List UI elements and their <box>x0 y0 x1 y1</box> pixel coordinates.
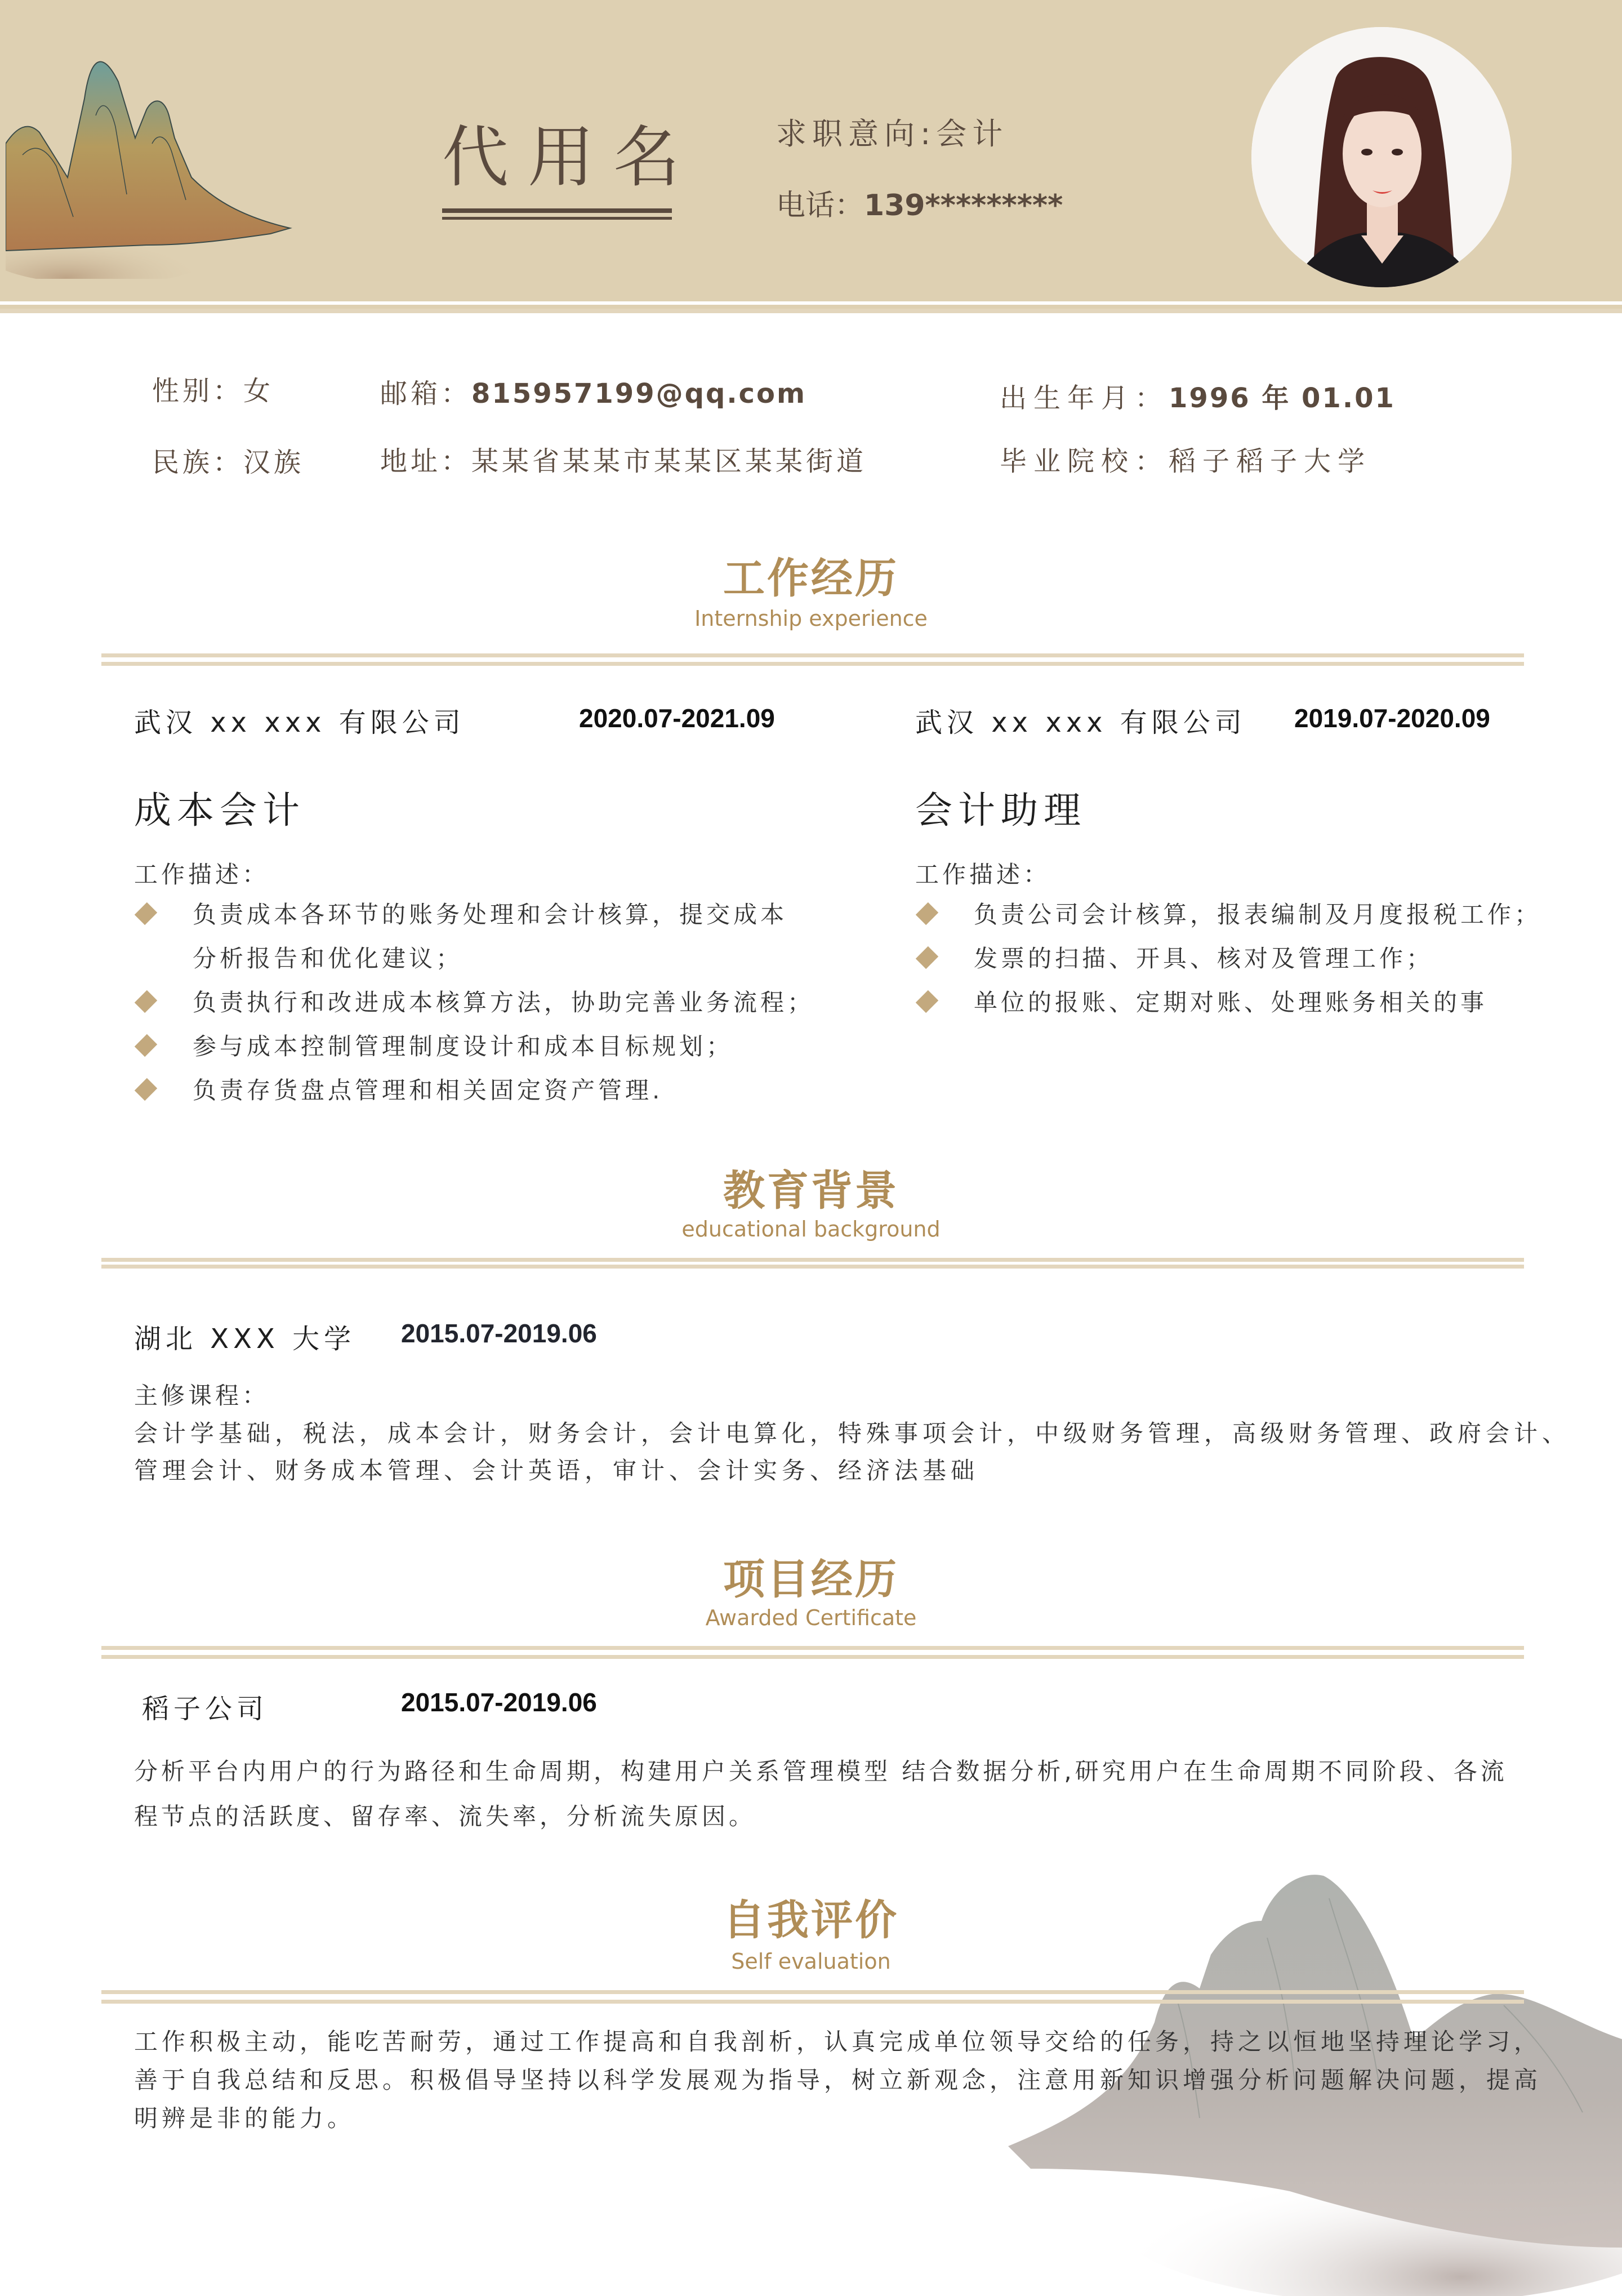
header-divider-light <box>0 301 1622 305</box>
list-item: 单位的报账、定期对账、处理账务相关的事 <box>915 981 1563 1025</box>
job-date: 2019.07-2020.09 <box>1294 704 1490 733</box>
job-date: 2020.07-2021.09 <box>579 704 775 733</box>
profile-photo <box>1251 27 1512 287</box>
section-divider <box>101 1646 1524 1650</box>
list-item: 负责执行和改进成本核算方法，协助完善业务流程； <box>134 981 838 1025</box>
school-field: 毕业院校：稻子稻子大学 <box>1000 446 1372 477</box>
diamond-bullet-icon <box>916 946 938 969</box>
edu-courses-line: 管理会计、财务成本管理、会计英语，审计、会计实务、经济法基础 <box>134 1457 979 1484</box>
project-desc-line: 分析平台内用户的行为路径和生命周期，构建用户关系管理模型 结合数据分析,研究用户在生命周期不同阶段、各流 <box>134 1757 1508 1785</box>
gender-field: 性别：女 <box>152 375 274 407</box>
project-company: 稻子公司 <box>142 1693 269 1725</box>
email-label: 邮箱： <box>380 378 472 410</box>
list-item: 参与成本控制管理制度设计和成本目标规划； <box>134 1025 838 1069</box>
edu-courses-line: 会计学基础，税法，成本会计，财务会计，会计电算化，特殊事项会计，中级财务管理，高级财务管理、政府会计、 <box>134 1420 1571 1447</box>
self-eval-line: 工作积极主动，能吃苦耐劳，通过工作提高和自我剖析，认真完成单位领导交给的任务，持之以恒地坚持理论学习， <box>134 2028 1542 2055</box>
section-title-work: 工作经历 <box>723 554 899 603</box>
edu-courses-label: 主修课程： <box>134 1382 270 1409</box>
section-subtitle-education: educational background <box>681 1217 941 1242</box>
header-divider <box>0 309 1622 313</box>
list-item: 负责公司会计核算，报表编制及月度报税工作； <box>915 893 1563 937</box>
diamond-bullet-icon <box>916 902 938 925</box>
project-desc-line: 程节点的活跃度、留存率、流失率，分析流失原因。 <box>134 1803 756 1830</box>
job-intent: 求职意向:会计 <box>776 116 1009 152</box>
section-subtitle-work: Internship experience <box>694 606 928 631</box>
email-field <box>380 372 806 411</box>
diamond-bullet-icon <box>135 902 157 925</box>
phone-value: 139********* <box>864 189 1063 223</box>
section-divider <box>101 1258 1524 1262</box>
birth-field <box>1000 376 1396 415</box>
section-divider <box>101 1265 1524 1269</box>
job-desc-label: 工作描述： <box>915 861 1051 888</box>
mountain-illustration-icon <box>6 48 293 279</box>
address-field: 地址：某某省某某市某某区某某街道 <box>380 446 867 477</box>
phone <box>776 181 1063 224</box>
job-company: 武汉 xx xxx 有限公司 <box>915 707 1246 738</box>
section-subtitle-self: Self evaluation <box>731 1949 891 1974</box>
portrait-icon <box>1251 27 1512 287</box>
name-underline <box>442 208 672 213</box>
list-item-continuation: 分析报告和优化建议； <box>193 945 464 972</box>
phone-label: 电话： <box>776 189 865 223</box>
job-bullets <box>915 893 1563 1025</box>
self-eval-line: 善于自我总结和反思。积极倡导坚持以科学发展观为指导，树立新观念，注意用新知识增强分析问题解决问题，提高 <box>134 2066 1542 2094</box>
list-item: 负责存货盘点管理和相关固定资产管理. <box>134 1069 838 1113</box>
name-underline-thin <box>442 217 672 220</box>
project-date: 2015.07-2019.06 <box>401 1688 597 1717</box>
section-divider <box>101 2000 1524 2004</box>
diamond-bullet-icon <box>135 990 157 1013</box>
ethnicity-field: 民族：汉族 <box>152 447 305 478</box>
section-divider <box>101 1655 1524 1659</box>
job-desc-label: 工作描述： <box>134 861 270 888</box>
job-company: 武汉 xx xxx 有限公司 <box>134 707 465 738</box>
job-role: 成本会计 <box>134 789 305 832</box>
diamond-bullet-icon <box>916 990 938 1013</box>
section-title-project: 项目经历 <box>723 1555 899 1604</box>
email-value: 815957199@qq.com <box>471 378 806 410</box>
section-title-self: 自我评价 <box>723 1896 899 1945</box>
birth-value: 1996 年 01.01 <box>1169 382 1396 414</box>
self-eval-line: 明辨是非的能力。 <box>134 2104 355 2132</box>
section-divider <box>101 662 1524 666</box>
diamond-bullet-icon <box>135 1034 157 1057</box>
candidate-name: 代用名 <box>442 118 699 196</box>
diamond-bullet-icon <box>135 1078 157 1101</box>
section-divider <box>101 1990 1524 1994</box>
job-role: 会计助理 <box>915 789 1086 832</box>
section-divider <box>101 653 1524 657</box>
edu-date: 2015.07-2019.06 <box>401 1319 597 1348</box>
section-title-education: 教育背景 <box>723 1167 899 1215</box>
section-subtitle-project: Awarded Certificate <box>705 1605 917 1630</box>
birth-label: 出生年月： <box>1000 382 1169 414</box>
list-item: 发票的扫描、开具、核对及管理工作； <box>915 937 1563 981</box>
job-bullets <box>134 893 838 1113</box>
edu-school: 湖北 XXX 大学 <box>134 1323 356 1355</box>
list-item: 负责成本各环节的账务处理和会计核算，提交成本 <box>134 893 838 937</box>
